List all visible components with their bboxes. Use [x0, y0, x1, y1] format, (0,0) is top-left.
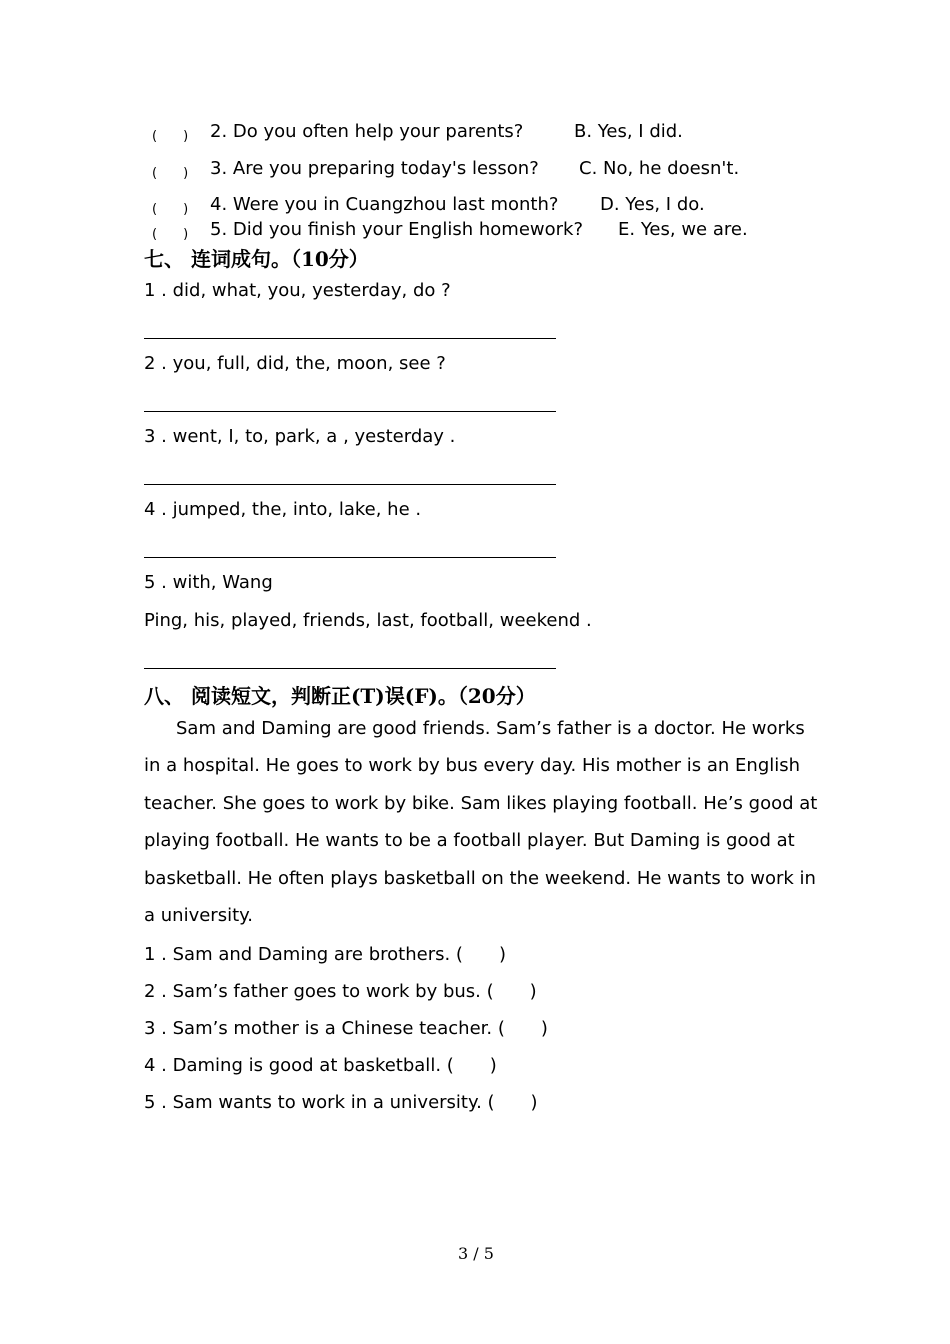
word-order-item: 4 . jumped, the, into, lake, he .: [144, 499, 422, 520]
answer-line: [144, 338, 556, 339]
answer-line: [144, 411, 556, 412]
answer-line: [144, 557, 556, 558]
answer-paren: ( ): [152, 202, 189, 217]
section-7-title: 七、 连词成句。（10分）: [144, 247, 369, 271]
matching-question: 5. Did you finish your English homework?: [210, 219, 584, 240]
word-order-item: 5 . with, Wang: [144, 572, 273, 593]
true-false-statement: 1 . Sam and Daming are brothers. ( ): [144, 944, 506, 965]
answer-paren: ( ): [152, 166, 189, 181]
page-number: 3 / 5: [458, 1244, 494, 1263]
matching-answer: D. Yes, I do.: [600, 194, 705, 215]
word-order-item-continued: Ping, his, played, friends, last, football, weekend .: [144, 610, 592, 631]
matching-answer: B. Yes, I did.: [574, 121, 683, 142]
matching-question: 3. Are you preparing today's lesson?: [210, 158, 539, 179]
reading-passage-text: Sam and Daming are good friends. Sam’s father is a doctor. He works in a hospital. He goes to work by bus every day. His mother is an English teacher. She goes to work by bike. Sam likes playing football. He’s good at playing football. He wants to be a football player. But Daming is good at basketball. He often plays basketball on the weekend. He wants to work in a university.: [144, 718, 818, 927]
answer-paren: ( ): [152, 129, 189, 144]
true-false-statement: 5 . Sam wants to work in a university. ( ): [144, 1092, 538, 1113]
matching-question: 2. Do you often help your parents?: [210, 121, 524, 142]
answer-line: [144, 484, 556, 485]
word-order-item: 3 . went, I, to, park, a , yesterday .: [144, 426, 456, 447]
word-order-item: 2 . you, full, did, the, moon, see ?: [144, 353, 446, 374]
matching-question: 4. Were you in Cuangzhou last month?: [210, 194, 559, 215]
reading-passage: [144, 710, 824, 934]
true-false-statement: 4 . Daming is good at basketball. ( ): [144, 1055, 497, 1076]
word-order-item: 1 . did, what, you, yesterday, do ?: [144, 280, 451, 301]
true-false-statement: 2 . Sam’s father goes to work by bus. ( ): [144, 981, 537, 1002]
answer-line: [144, 668, 556, 669]
answer-paren: ( ): [152, 227, 189, 242]
matching-answer: C. No, he doesn't.: [579, 158, 740, 179]
true-false-statement: 3 . Sam’s mother is a Chinese teacher. ( ): [144, 1018, 548, 1039]
section-8-title: 八、 阅读短文，判断正(T)误(F)。（20分）: [144, 684, 536, 708]
matching-answer: E. Yes, we are.: [618, 219, 748, 240]
